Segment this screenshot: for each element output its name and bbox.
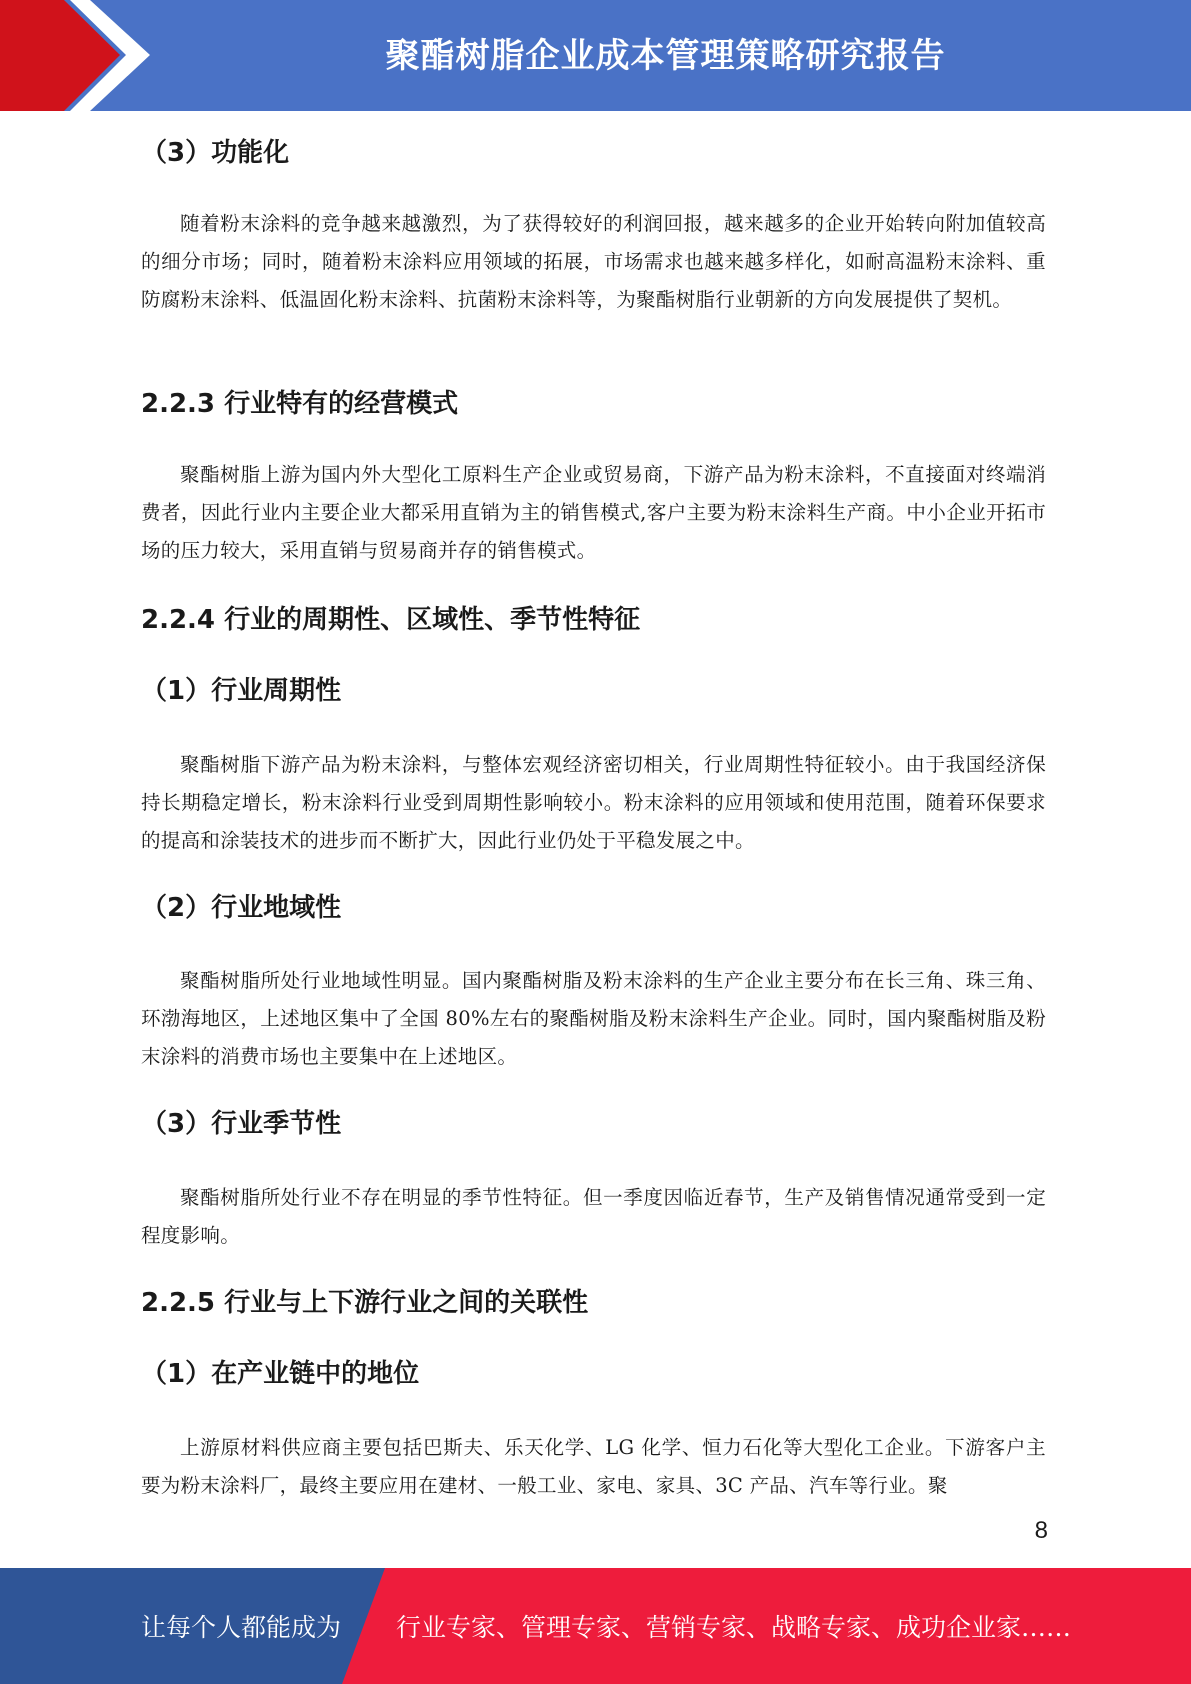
document-title: 聚酯树脂企业成本管理策略研究报告 [385, 36, 946, 76]
section-heading-2-2-5: 2.2.5 行业与上下游行业之间的关联性 [141, 1288, 589, 1318]
paragraph-seasonality: 聚酯树脂所处行业不存在明显的季节性特征。但一季度因临近春节，生产及销售情况通常受到一定程度影响。 [141, 1186, 1046, 1247]
footer-slogan-right: 行业专家、管理专家、营销专家、战略专家、成功企业家…… [396, 1613, 1072, 1642]
footer-slogan-left: 让每个人都能成为 [141, 1613, 342, 1642]
section-heading-2-2-3: 2.2.3 行业特有的经营模式 [141, 389, 459, 419]
header-chevron-decoration [0, 0, 150, 111]
section-heading-functionalization: （3）功能化 [141, 138, 290, 168]
paragraph-regionality: 聚酯树脂所处行业地域性明显。国内聚酯树脂及粉末涂料的生产企业主要分布在长三角、珠三角、环渤海地区，上述地区集中了全国 80%左右的聚酯树脂及粉末涂料生产企业。同时，国内聚酯树脂及粉末涂料的消费市场也主要集中在上述地区。 [141, 969, 1046, 1068]
section-heading-seasonality: （3）行业季节性 [141, 1109, 342, 1139]
paragraph-cyclicality: 聚酯树脂下游产品为粉末涂料，与整体宏观经济密切相关，行业周期性特征较小。由于我国经济保持长期稳定增长，粉末涂料行业受到周期性影响较小。粉末涂料的应用领域和使用范围，随着环保要求的提高和涂装技术的进步而不断扩大，因此行业仍处于平稳发展之中。 [141, 753, 1046, 852]
page-header [0, 0, 1191, 111]
section-heading-industry-position: （1）在产业链中的地位 [141, 1359, 420, 1389]
paragraph-business-model: 聚酯树脂上游为国内外大型化工原料生产企业或贸易商，下游产品为粉末涂料，不直接面对终端消费者，因此行业内主要企业大都采用直销为主的销售模式,客户主要为粉末涂料生产商。中小企业开拓市场的压力较大，采用直销与贸易商并存的销售模式。 [141, 463, 1046, 562]
paragraph-industry-position: 上游原材料供应商主要包括巴斯夫、乐天化学、LG 化学、恒力石化等大型化工企业。下游客户主要为粉末涂料厂，最终主要应用在建材、一般工业、家电、家具、3C 产品、汽车等行业。聚 [141, 1436, 1046, 1497]
paragraph-functionalization: 随着粉末涂料的竞争越来越激烈，为了获得较好的利润回报，越来越多的企业开始转向附加值较高的细分市场；同时，随着粉末涂料应用领域的拓展，市场需求也越来越多样化，如耐高温粉末涂料、重防腐粉末涂料、低温固化粉末涂料、抗菌粉末涂料等，为聚酯树脂行业朝新的方向发展提供了契机。 [141, 212, 1046, 311]
page-number: 8 [1034, 1517, 1048, 1544]
page-footer [0, 1568, 1191, 1684]
section-heading-cyclicality: （1）行业周期性 [141, 676, 342, 706]
section-heading-regionality: （2）行业地域性 [141, 893, 342, 923]
section-heading-2-2-4: 2.2.4 行业的周期性、区域性、季节性特征 [141, 605, 641, 635]
